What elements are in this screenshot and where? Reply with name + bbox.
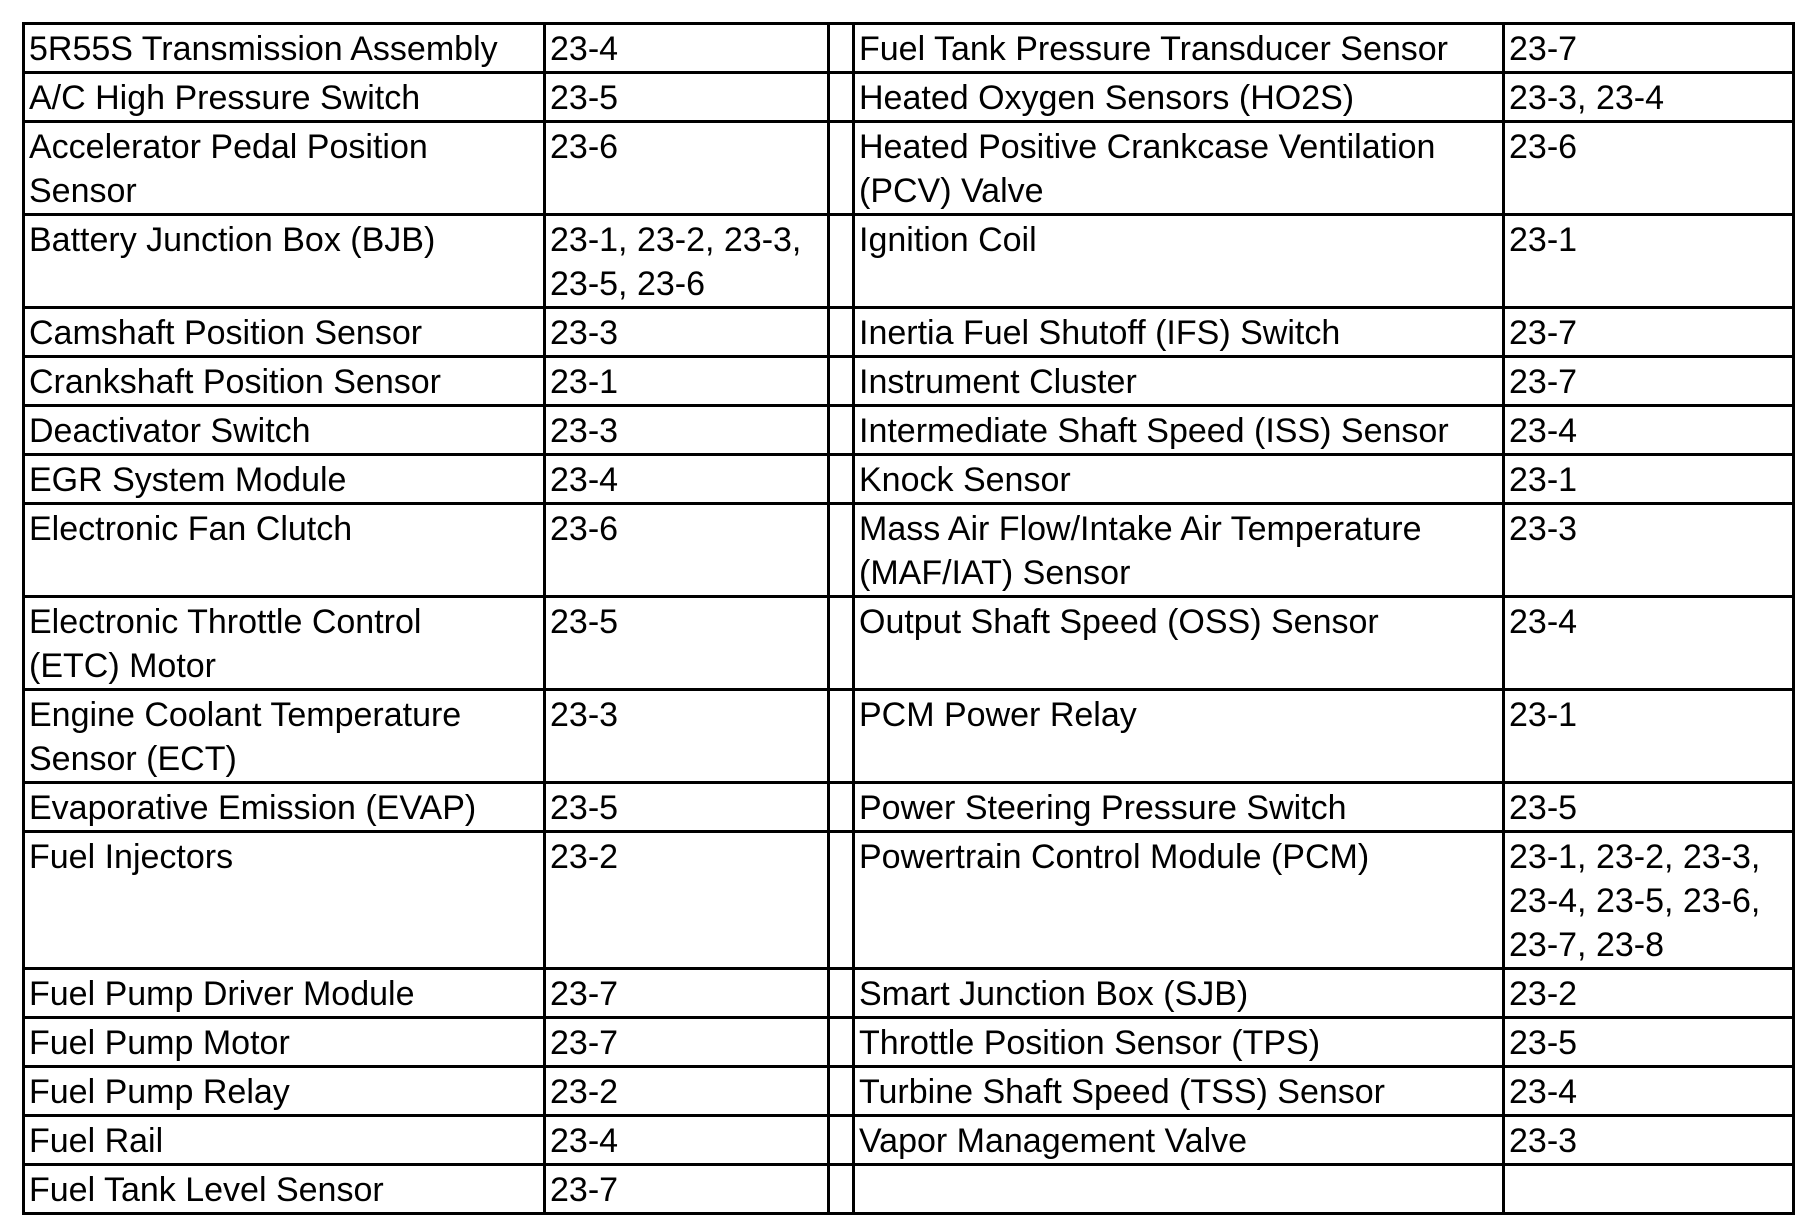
page-ref-cell: 23-7: [1504, 308, 1794, 357]
component-name-cell: A/C High Pressure Switch: [24, 73, 545, 122]
page-ref-cell-line: 23-1, 23-2, 23-3,: [1509, 838, 1761, 876]
component-index-table: [22, 22, 1795, 1215]
component-name-cell: [854, 1165, 1504, 1214]
table-row: [24, 969, 1794, 1018]
page-ref-cell: 23-1: [545, 357, 829, 406]
column-gap-cell: [829, 455, 854, 504]
column-gap-cell: [829, 783, 854, 832]
index-table-body: [24, 24, 1794, 1214]
component-name-cell: Camshaft Position Sensor: [24, 308, 545, 357]
page-ref-cell: 23-7: [1504, 357, 1794, 406]
component-name-cell-line: Engine Coolant Temperature: [29, 696, 462, 734]
page-ref-cell: 23-5: [545, 783, 829, 832]
page-ref-cell: 23-4: [545, 455, 829, 504]
component-name-cell-line: (ETC) Motor: [29, 647, 216, 685]
component-name-cell: Inertia Fuel Shutoff (IFS) Switch: [854, 308, 1504, 357]
column-gap-cell: [829, 969, 854, 1018]
page-ref-cell: [545, 215, 829, 308]
page-ref-cell: [1504, 832, 1794, 969]
page-ref-cell: 23-7: [1504, 24, 1794, 73]
page-ref-cell: 23-5: [545, 597, 829, 690]
column-gap-cell: [829, 406, 854, 455]
page-ref-cell: 23-6: [1504, 122, 1794, 215]
component-name-cell: Fuel Injectors: [24, 832, 545, 969]
column-gap-cell: [829, 1116, 854, 1165]
table-row: [24, 832, 1794, 969]
column-gap-cell: [829, 1018, 854, 1067]
page-ref-cell-line: 23-1, 23-2, 23-3,: [550, 221, 802, 259]
component-name-cell: [24, 597, 545, 690]
component-index: [22, 22, 1795, 1215]
page-ref-cell: 23-3: [1504, 504, 1794, 597]
page-ref-cell: 23-4: [545, 1116, 829, 1165]
table-row: [24, 690, 1794, 783]
table-row: [24, 215, 1794, 308]
page-ref-cell: 23-4: [1504, 406, 1794, 455]
component-name-cell: Crankshaft Position Sensor: [24, 357, 545, 406]
table-row: [24, 308, 1794, 357]
page-ref-cell: 23-3: [545, 406, 829, 455]
table-row: [24, 1018, 1794, 1067]
component-name-cell-line: (MAF/IAT) Sensor: [859, 554, 1131, 592]
component-name-cell-line: Accelerator Pedal Position: [29, 128, 428, 166]
column-gap-cell: [829, 357, 854, 406]
component-name-cell: Fuel Pump Relay: [24, 1067, 545, 1116]
component-name-cell: PCM Power Relay: [854, 690, 1504, 783]
table-row: [24, 1067, 1794, 1116]
column-gap-cell: [829, 24, 854, 73]
page-ref-cell: 23-5: [1504, 1018, 1794, 1067]
page-ref-cell: 23-1: [1504, 455, 1794, 504]
component-name-cell: Deactivator Switch: [24, 406, 545, 455]
page-ref-cell: 23-7: [545, 969, 829, 1018]
component-name-cell: Fuel Rail: [24, 1116, 545, 1165]
component-name-cell: Fuel Pump Driver Module: [24, 969, 545, 1018]
table-row: [24, 1165, 1794, 1214]
page-ref-cell: 23-7: [545, 1165, 829, 1214]
component-name-cell-line: Mass Air Flow/Intake Air Temperature: [859, 510, 1422, 548]
column-gap-cell: [829, 308, 854, 357]
column-gap-cell: [829, 1067, 854, 1116]
page-ref-cell: 23-3, 23-4: [1504, 73, 1794, 122]
component-name-cell: [24, 122, 545, 215]
component-name-cell: EGR System Module: [24, 455, 545, 504]
column-gap-cell: [829, 215, 854, 308]
table-row: [24, 406, 1794, 455]
table-row: [24, 504, 1794, 597]
component-name-cell: Smart Junction Box (SJB): [854, 969, 1504, 1018]
component-name-cell: 5R55S Transmission Assembly: [24, 24, 545, 73]
component-name-cell: [24, 690, 545, 783]
component-name-cell-line: (PCV) Valve: [859, 172, 1044, 210]
component-name-cell: Output Shaft Speed (OSS) Sensor: [854, 597, 1504, 690]
table-row: [24, 597, 1794, 690]
page-ref-cell: 23-4: [1504, 597, 1794, 690]
page-ref-cell: 23-3: [1504, 1116, 1794, 1165]
page-ref-cell: 23-6: [545, 504, 829, 597]
page-ref-cell: 23-2: [545, 832, 829, 969]
component-name-cell: Intermediate Shaft Speed (ISS) Sensor: [854, 406, 1504, 455]
table-row: [24, 73, 1794, 122]
page-ref-cell: 23-4: [545, 24, 829, 73]
component-name-cell: Fuel Tank Pressure Transducer Sensor: [854, 24, 1504, 73]
column-gap-cell: [829, 597, 854, 690]
page-ref-cell: 23-5: [1504, 783, 1794, 832]
page-ref-cell: 23-3: [545, 308, 829, 357]
page-ref-cell: 23-2: [545, 1067, 829, 1116]
page-ref-cell-line: 23-5, 23-6: [550, 265, 705, 303]
component-name-cell-line: Sensor: [29, 172, 137, 210]
column-gap-cell: [829, 1165, 854, 1214]
table-row: [24, 1116, 1794, 1165]
component-name-cell: Throttle Position Sensor (TPS): [854, 1018, 1504, 1067]
page-ref-cell: 23-2: [1504, 969, 1794, 1018]
component-name-cell: Knock Sensor: [854, 455, 1504, 504]
component-name-cell-line: Sensor (ECT): [29, 740, 237, 778]
component-name-cell-line: Electronic Throttle Control: [29, 603, 422, 641]
component-name-cell: [854, 122, 1504, 215]
page-ref-cell: 23-6: [545, 122, 829, 215]
page-ref-cell: 23-7: [545, 1018, 829, 1067]
component-name-cell: Ignition Coil: [854, 215, 1504, 308]
component-name-cell: Heated Oxygen Sensors (HO2S): [854, 73, 1504, 122]
component-name-cell: Fuel Pump Motor: [24, 1018, 545, 1067]
page-ref-cell: 23-1: [1504, 215, 1794, 308]
component-name-cell: Electronic Fan Clutch: [24, 504, 545, 597]
column-gap-cell: [829, 122, 854, 215]
column-gap-cell: [829, 832, 854, 969]
component-name-cell: Turbine Shaft Speed (TSS) Sensor: [854, 1067, 1504, 1116]
page-ref-cell: 23-5: [545, 73, 829, 122]
page-ref-cell: [1504, 1165, 1794, 1214]
component-name-cell: Power Steering Pressure Switch: [854, 783, 1504, 832]
page-ref-cell-line: 23-7, 23-8: [1509, 926, 1664, 964]
table-row: [24, 357, 1794, 406]
component-name-cell: [854, 504, 1504, 597]
table-row: [24, 783, 1794, 832]
column-gap-cell: [829, 504, 854, 597]
component-name-cell: Vapor Management Valve: [854, 1116, 1504, 1165]
page-ref-cell: 23-1: [1504, 690, 1794, 783]
table-row: [24, 122, 1794, 215]
column-gap-cell: [829, 690, 854, 783]
table-row: [24, 24, 1794, 73]
table-row: [24, 455, 1794, 504]
component-name-cell: Fuel Tank Level Sensor: [24, 1165, 545, 1214]
column-gap-cell: [829, 73, 854, 122]
component-name-cell: Instrument Cluster: [854, 357, 1504, 406]
page-ref-cell-line: 23-4, 23-5, 23-6,: [1509, 882, 1761, 920]
page-ref-cell: 23-4: [1504, 1067, 1794, 1116]
component-name-cell: Powertrain Control Module (PCM): [854, 832, 1504, 969]
page-ref-cell: 23-3: [545, 690, 829, 783]
component-name-cell-line: Heated Positive Crankcase Ventilation: [859, 128, 1436, 166]
component-name-cell: Battery Junction Box (BJB): [24, 215, 545, 308]
component-name-cell: Evaporative Emission (EVAP): [24, 783, 545, 832]
